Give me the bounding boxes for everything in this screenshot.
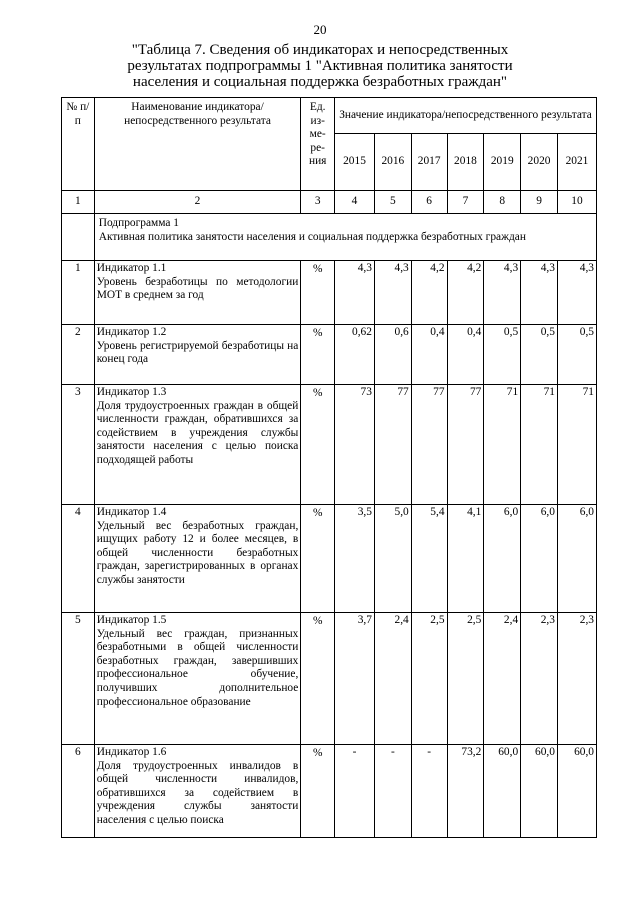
row-num: 3 bbox=[62, 385, 95, 505]
page-number: 20 bbox=[313, 22, 327, 37]
indicator-value: 6,0 bbox=[484, 505, 521, 613]
indicator-value: 0,5 bbox=[521, 325, 558, 385]
indicator-label: Индикатор 1.6 bbox=[96, 746, 167, 758]
row-num: 6 bbox=[62, 745, 95, 838]
subprogram-row bbox=[62, 214, 597, 261]
indicator-value: 4,1 bbox=[447, 505, 484, 613]
indicator-text: Доля трудоустроенных граждан в общей численности граждан, обратившихся за содействием в учреждения службы занятости населения с целью поиска подходящей работы bbox=[96, 399, 299, 466]
indicator-value: 77 bbox=[447, 385, 484, 505]
indicator-value: 0,4 bbox=[447, 325, 484, 385]
row-num: 4 bbox=[62, 505, 95, 613]
table-row bbox=[62, 745, 597, 838]
indicator-value: 0,62 bbox=[335, 325, 375, 385]
indicator-value: 4,3 bbox=[374, 261, 411, 325]
unit: % bbox=[301, 613, 335, 745]
indicator-value: 2,3 bbox=[557, 613, 596, 745]
column-index: 7 bbox=[447, 191, 484, 214]
indicator-value: 73,2 bbox=[447, 745, 484, 838]
indicator-value: 71 bbox=[484, 385, 521, 505]
indicator-text: Уровень безработицы по методологии МОТ в среднем за год bbox=[96, 275, 299, 302]
indicator-value: 4,3 bbox=[484, 261, 521, 325]
indicator-name bbox=[94, 385, 301, 505]
indicator-value: 60,0 bbox=[484, 745, 521, 838]
indicator-value: 4,3 bbox=[557, 261, 596, 325]
indicator-value: 6,0 bbox=[521, 505, 558, 613]
indicator-label: Индикатор 1.2 bbox=[96, 326, 167, 338]
unit: % bbox=[301, 385, 335, 505]
indicator-name bbox=[94, 505, 301, 613]
header-year: 2020 bbox=[521, 134, 558, 191]
indicator-value: 4,3 bbox=[335, 261, 375, 325]
table-row bbox=[62, 261, 597, 325]
indicator-value: 2,4 bbox=[484, 613, 521, 745]
indicator-label: Индикатор 1.3 bbox=[96, 386, 167, 398]
indicator-value: 3,7 bbox=[335, 613, 375, 745]
column-index: 10 bbox=[557, 191, 596, 214]
column-index: 3 bbox=[301, 191, 335, 214]
header-year: 2021 bbox=[557, 134, 596, 191]
indicator-name bbox=[94, 261, 301, 325]
indicator-value: 77 bbox=[374, 385, 411, 505]
header-unit: Ед. из-ме-ре-ния bbox=[301, 98, 335, 191]
indicator-value: 4,2 bbox=[447, 261, 484, 325]
header-year: 2015 bbox=[335, 134, 375, 191]
indicator-value: 2,5 bbox=[447, 613, 484, 745]
column-index: 2 bbox=[94, 191, 301, 214]
indicator-name bbox=[94, 613, 301, 745]
indicator-label: Индикатор 1.5 bbox=[96, 614, 167, 626]
indicator-value: 60,0 bbox=[557, 745, 596, 838]
indicator-name bbox=[94, 745, 301, 838]
indicator-name bbox=[94, 325, 301, 385]
subprogram-cell bbox=[94, 214, 596, 261]
indicator-value: 2,5 bbox=[411, 613, 447, 745]
indicator-value: - bbox=[411, 745, 447, 838]
row-num: 1 bbox=[62, 261, 95, 325]
indicator-value: 73 bbox=[335, 385, 375, 505]
indicator-value: 3,5 bbox=[335, 505, 375, 613]
unit: % bbox=[301, 261, 335, 325]
header-year: 2016 bbox=[374, 134, 411, 191]
header-year: 2019 bbox=[484, 134, 521, 191]
indicator-value: 77 bbox=[411, 385, 447, 505]
unit: % bbox=[301, 505, 335, 613]
indicator-value: 4,3 bbox=[521, 261, 558, 325]
table-row bbox=[62, 385, 597, 505]
table-title: "Таблица 7. Сведения об индикаторах и непосредственных результатах подпрограммы 1 "Активная политика занятости населения и социальная поддержка безработных граждан" bbox=[127, 42, 513, 90]
column-index: 8 bbox=[484, 191, 521, 214]
column-index: 5 bbox=[374, 191, 411, 214]
column-index: 9 bbox=[521, 191, 558, 214]
indicator-label: Индикатор 1.1 bbox=[96, 262, 167, 274]
unit: % bbox=[301, 325, 335, 385]
indicator-value: 6,0 bbox=[557, 505, 596, 613]
indicator-text: Удельный вес безработных граждан, ищущих работу 12 и более месяцев, в общей численности безработных граждан, зарегистрированных в органах службы занятости bbox=[96, 519, 299, 586]
indicator-value: 0,6 bbox=[374, 325, 411, 385]
column-index: 6 bbox=[411, 191, 447, 214]
header-name: Наименование индикатора/непосредственного результата bbox=[94, 98, 301, 191]
indicator-value: 2,4 bbox=[374, 613, 411, 745]
row-num: 2 bbox=[62, 325, 95, 385]
indicator-label: Индикатор 1.4 bbox=[96, 506, 167, 518]
subprogram-label: Подпрограмма 1 bbox=[98, 217, 179, 229]
table-row bbox=[62, 613, 597, 745]
table-row bbox=[62, 325, 597, 385]
indicator-value: - bbox=[374, 745, 411, 838]
row-num: 5 bbox=[62, 613, 95, 745]
header-num: № п/п bbox=[62, 98, 95, 191]
header-year: 2017 bbox=[411, 134, 447, 191]
indicator-value: 60,0 bbox=[521, 745, 558, 838]
header-year: 2018 bbox=[447, 134, 484, 191]
column-index: 4 bbox=[335, 191, 375, 214]
table-row bbox=[62, 505, 597, 613]
indicator-value: 4,2 bbox=[411, 261, 447, 325]
indicator-value: 5,4 bbox=[411, 505, 447, 613]
indicator-value: 71 bbox=[521, 385, 558, 505]
indicator-text: Удельный вес граждан, признанных безработными в общей численности безработных граждан, завершивших профессиональное обучение, получивших дополнительное профессиональное образование bbox=[96, 627, 299, 708]
indicator-text: Доля трудоустроенных инвалидов в общей численности инвалидов, обратившихся за содействием в учреждения службы занятости населения с целью поиска bbox=[96, 759, 299, 826]
indicator-value: 5,0 bbox=[374, 505, 411, 613]
column-index: 1 bbox=[62, 191, 95, 214]
indicator-text: Уровень регистрируемой безработицы на конец года bbox=[96, 339, 299, 366]
indicator-value: 0,5 bbox=[484, 325, 521, 385]
indicator-value: 0,4 bbox=[411, 325, 447, 385]
indicator-value: 0,5 bbox=[557, 325, 596, 385]
subprogram-name: Активная политика занятости населения и социальная поддержка безработных граждан bbox=[98, 230, 526, 243]
indicator-value: - bbox=[335, 745, 375, 838]
indicators-table bbox=[61, 97, 597, 838]
indicator-value: 2,3 bbox=[521, 613, 558, 745]
header-values: Значение индикатора/непосредственного результата bbox=[335, 98, 597, 134]
unit: % bbox=[301, 745, 335, 838]
indicator-value: 71 bbox=[557, 385, 596, 505]
column-index-row bbox=[62, 191, 597, 214]
